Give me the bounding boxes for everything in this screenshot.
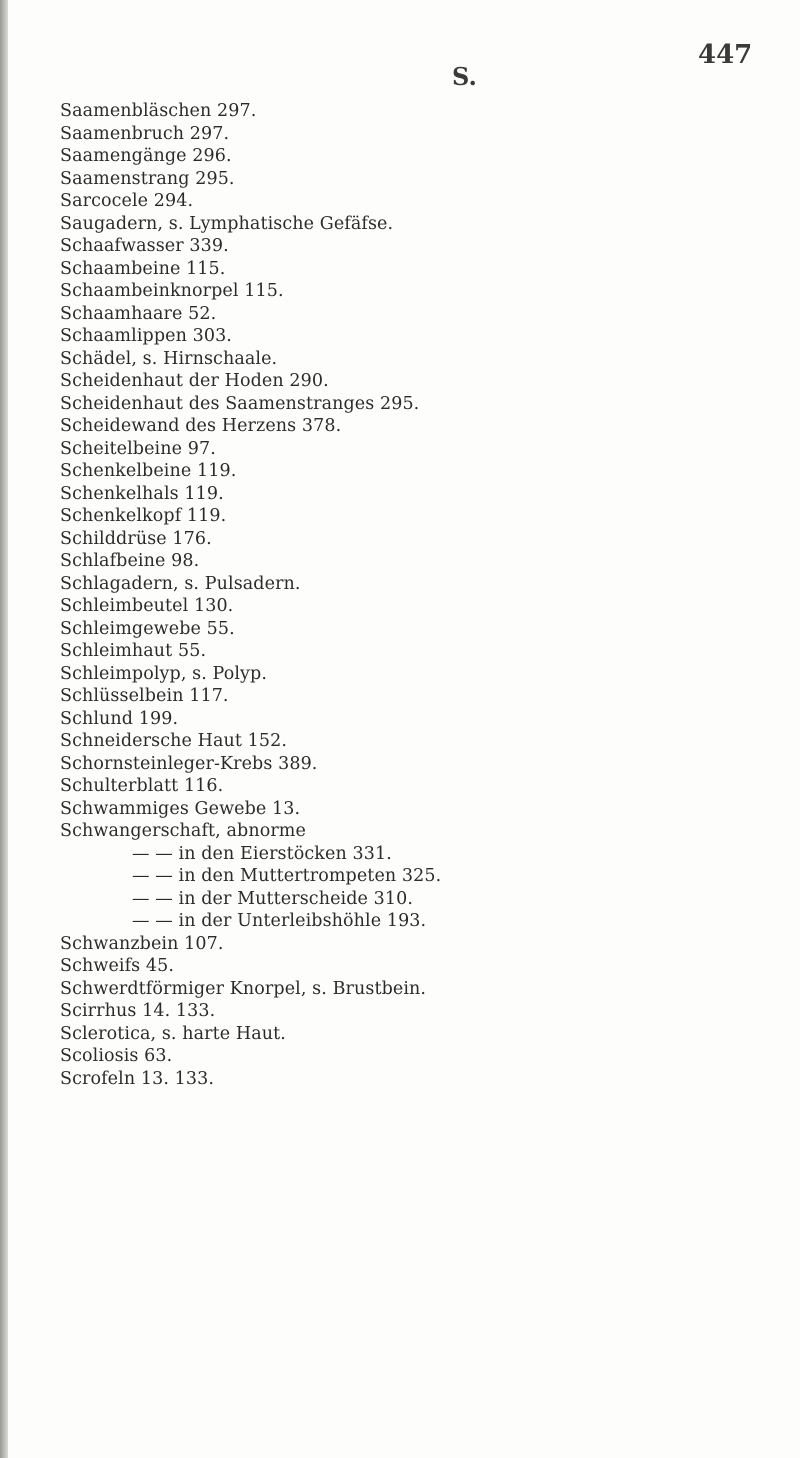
index-entry: Schleimgewebe 55.: [60, 618, 235, 639]
index-entry: Schenkelhals 119.: [60, 483, 224, 504]
index-entry: Saamenbruch 297.: [60, 123, 230, 144]
index-list: [60, 100, 780, 1090]
index-entry: Schweifs 45.: [60, 956, 175, 976]
index-entry: Schleimhaut 55.: [60, 641, 207, 661]
index-entry: Schaamhaare 52.: [60, 303, 217, 324]
index-entry: Schwangerschaft, abnorme: [60, 821, 306, 841]
index-entry: Sarcocele 294.: [60, 191, 194, 211]
index-entry: Schädel, s. Hirnschaale.: [60, 348, 278, 369]
index-entry: Saugadern, s. Lymphatische Gefäfse.: [60, 213, 394, 234]
index-entry: Schlagadern, s. Pulsadern.: [60, 573, 301, 594]
index-subentry: — — in der Mutterscheide 310.: [132, 888, 414, 909]
index-entry: Schwanzbein 107.: [60, 933, 224, 954]
index-subentry: — — in den Eierstöcken 331.: [132, 843, 392, 864]
index-entry: Schwerdtförmiger Knorpel, s. Brustbein.: [60, 978, 427, 999]
index-entry: Scrofeln 13. 133.: [60, 1068, 215, 1089]
index-entry: Schlüsselbein 117.: [60, 686, 229, 706]
index-entry: Schlund 199.: [60, 708, 179, 729]
page-number: 447: [698, 40, 753, 70]
index-subentry: — — in der Unterleibshöhle 193.: [132, 911, 427, 931]
index-entry: Schleimpolyp, s. Polyp.: [60, 663, 268, 684]
index-entry: Scheidewand des Herzens 378.: [60, 416, 342, 436]
index-subentry: — — in den Muttertrompeten 325.: [132, 866, 442, 886]
index-entry: Scheidenhaut des Saamenstranges 295.: [60, 393, 420, 414]
index-entry: Schaamlippen 303.: [60, 326, 232, 346]
section-letter: S.: [452, 62, 477, 91]
index-entry: Sclerotica, s. harte Haut.: [60, 1023, 286, 1044]
index-entry: Schenkelbeine 119.: [60, 461, 237, 481]
index-entry: Schaambeinknorpel 115.: [60, 281, 284, 301]
index-entry: Saamenstrang 295.: [60, 168, 235, 189]
page-gutter-shadow: [0, 0, 8, 1458]
index-entry: Schornsteinleger-Krebs 389.: [60, 753, 318, 774]
index-entry: Schilddrüse 176.: [60, 528, 212, 549]
index-entry: Schaafwasser 339.: [60, 236, 229, 256]
index-entry: Schaambeine 115.: [60, 258, 226, 279]
index-entry: Schulterblatt 116.: [60, 776, 224, 796]
index-entry: Scirrhus 14. 133.: [60, 1001, 216, 1021]
index-entry: Schwammiges Gewebe 13.: [60, 798, 301, 819]
index-entry: Schlafbeine 98.: [60, 551, 200, 571]
index-entry: Scheidenhaut der Hoden 290.: [60, 371, 329, 391]
index-entry: Schenkelkopf 119.: [60, 506, 227, 526]
index-entry: Scheitelbeine 97.: [60, 438, 216, 459]
index-entry: Schneidersche Haut 152.: [60, 731, 288, 751]
index-entry: Schleimbeutel 130.: [60, 596, 234, 616]
index-entry: Scoliosis 63.: [60, 1046, 173, 1066]
index-entry: Saamenbläschen 297.: [60, 101, 257, 121]
index-entry: Saamengänge 296.: [60, 146, 232, 166]
